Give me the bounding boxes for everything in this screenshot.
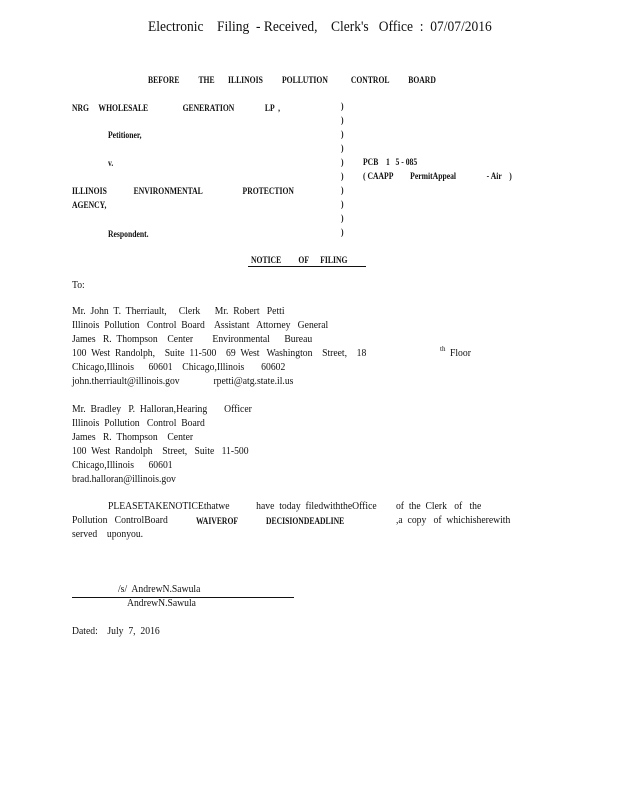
body-line-3: served uponyou.: [72, 529, 144, 540]
caption-paren: ): [341, 115, 344, 125]
caption-paren: ): [341, 227, 344, 237]
respondent-name-line2: AGENCY,: [72, 200, 107, 210]
caption-paren: ): [341, 143, 344, 153]
notice-title-underline: [248, 266, 366, 267]
recipient-line: James R. Thompson Center: [72, 432, 194, 443]
floor-text: Floor: [450, 348, 471, 359]
case-type: ( CAAPP PermitAppeal - Air ): [363, 171, 512, 181]
caption-paren: ): [341, 129, 344, 139]
petitioner-label: Petitioner,: [108, 130, 142, 140]
caption-paren: ): [341, 101, 344, 111]
recipient-line: Chicago,Illinois 60601: [72, 460, 173, 471]
body-line-2a: Pollution ControlBoard: [72, 515, 168, 526]
notice-title: NOTICE OF FILING: [251, 255, 348, 265]
body-line-1: PLEASETAKENOTICEthatwe have today filedwiththeOffice of the Clerk of the: [108, 501, 482, 512]
dated-line: Dated: July 7, 2016: [72, 626, 160, 637]
filing-stamp: Electronic Filing - Received, Clerk's Office : 07/07/2016: [148, 19, 492, 35]
to-label: To:: [72, 280, 85, 291]
recipient-line: Mr. John T. Therriault, Clerk Mr. Robert Petti: [72, 306, 285, 317]
petitioner-name: NRG WHOLESALE GENERATION LP ,: [72, 103, 280, 113]
signature-signed: /s/ AndrewN.Sawula: [118, 584, 201, 595]
document-title-deadline: DECISIONDEADLINE: [266, 516, 345, 526]
document-title-waiver: WAIVEROF: [196, 516, 239, 526]
case-number: PCB 1 5 - 085: [363, 157, 418, 167]
recipient-line: Mr. Bradley P. Halloran,Hearing Officer: [72, 404, 252, 415]
recipient-line: Illinois Pollution Control Board: [72, 418, 205, 429]
respondent-label: Respondent.: [108, 229, 149, 239]
recipient-line: James R. Thompson Center Environmental Bureau: [72, 334, 313, 345]
caption-paren: ): [341, 171, 344, 181]
caption-paren: ): [341, 213, 344, 223]
floor-superscript: th: [440, 345, 446, 353]
caption-paren: ): [341, 199, 344, 209]
caption-paren: ): [341, 185, 344, 195]
recipient-line: 100 West Randolph, Suite 11-500 69 West Washington Street, 18: [72, 348, 367, 359]
court-title: BEFORE THE ILLINOIS POLLUTION CONTROL BOARD: [148, 75, 436, 85]
respondent-name-line1: ILLINOIS ENVIRONMENTAL PROTECTION: [72, 186, 294, 196]
recipient-line: Illinois Pollution Control Board Assistant Attorney General: [72, 320, 329, 331]
versus-label: v.: [108, 158, 114, 168]
body-line-2d: ,a copy of whichisherewith: [396, 515, 511, 526]
caption-paren: ): [341, 157, 344, 167]
signature-printed-name: AndrewN.Sawula: [127, 598, 196, 609]
recipient-line: Chicago,Illinois 60601 Chicago,Illinois 60602: [72, 362, 286, 373]
recipient-line: brad.halloran@illinois.gov: [72, 474, 176, 485]
recipient-line: 100 West Randolph Street, Suite 11-500: [72, 446, 249, 457]
recipient-line: john.therriault@illinois.gov rpetti@atg.state.il.us: [72, 376, 294, 387]
